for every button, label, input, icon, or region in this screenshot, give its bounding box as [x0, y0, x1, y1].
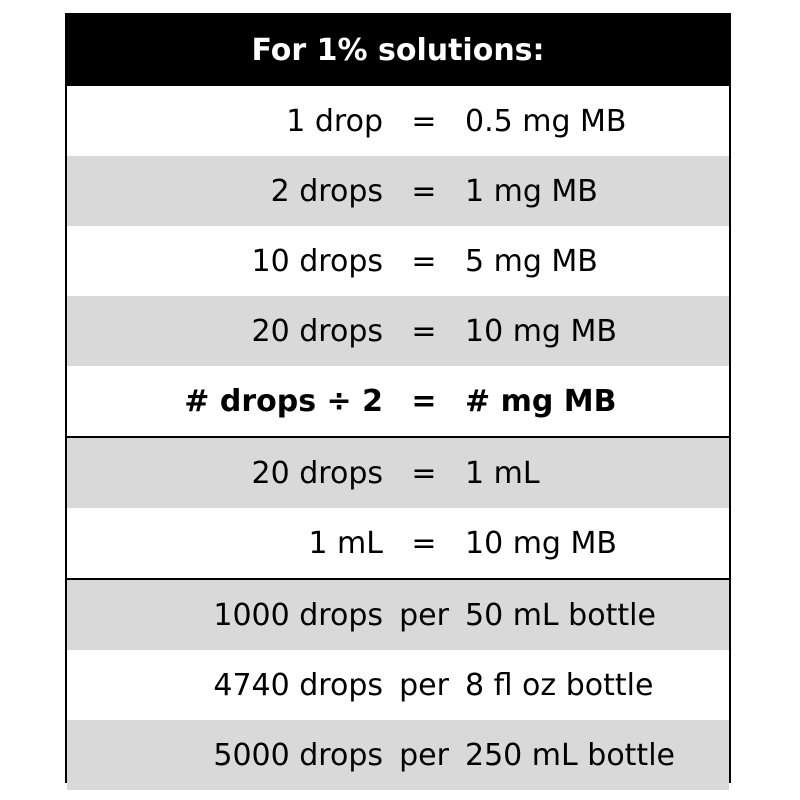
row-operator: per — [399, 737, 449, 773]
row-equivalent: 50 mL bottle — [465, 597, 656, 633]
conversion-table — [65, 13, 731, 783]
row-quantity: # drops ÷ 2 — [184, 383, 383, 419]
table-row — [67, 296, 729, 366]
table-row — [67, 720, 729, 790]
table-row — [67, 650, 729, 720]
row-operator: per — [399, 597, 449, 633]
row-equivalent: 1 mL — [465, 455, 540, 491]
row-operator: = — [411, 313, 437, 349]
row-equivalent: 1 mg MB — [465, 173, 598, 209]
row-operator: = — [411, 173, 437, 209]
table-row — [67, 436, 729, 508]
row-operator: per — [399, 667, 449, 703]
row-quantity: 4740 drops — [213, 667, 383, 703]
row-quantity: 10 drops — [251, 243, 383, 279]
table-row-formula — [67, 366, 729, 436]
table-row — [67, 226, 729, 296]
row-quantity: 2 drops — [270, 173, 383, 209]
table-row — [67, 156, 729, 226]
row-quantity: 1 mL — [308, 525, 383, 561]
row-equivalent: 10 mg MB — [465, 313, 617, 349]
row-operator: = — [411, 525, 437, 561]
row-quantity: 20 drops — [251, 313, 383, 349]
row-equivalent: 8 fl oz bottle — [465, 667, 654, 703]
row-quantity: 20 drops — [251, 455, 383, 491]
row-quantity: 1000 drops — [213, 597, 383, 633]
row-operator: = — [411, 455, 437, 491]
row-equivalent: 0.5 mg MB — [465, 103, 627, 139]
row-operator: = — [411, 103, 437, 139]
row-equivalent: 10 mg MB — [465, 525, 617, 561]
row-equivalent: # mg MB — [465, 383, 617, 419]
table-row — [67, 578, 729, 650]
row-quantity: 5000 drops — [213, 737, 383, 773]
table-header: For 1% solutions: — [67, 15, 729, 86]
table-row — [67, 508, 729, 578]
table-row — [67, 86, 729, 156]
row-quantity: 1 drop — [286, 103, 383, 139]
row-equivalent: 5 mg MB — [465, 243, 598, 279]
row-equivalent: 250 mL bottle — [465, 737, 675, 773]
row-operator: = — [411, 243, 437, 279]
row-operator: = — [411, 383, 437, 419]
